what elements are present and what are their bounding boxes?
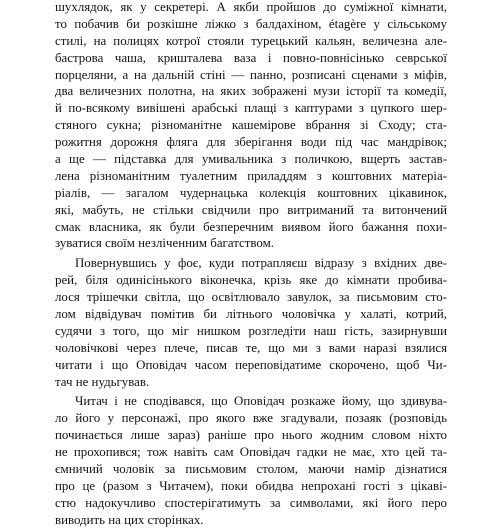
- paragraph-3: [55, 393, 447, 528]
- text-line: стю надокучливо спостерігатимуть за символами, які його перо: [55, 495, 447, 510]
- text-line: лом відвідувач помітив би літнього чоловічка у халаті, котрий,: [55, 307, 447, 322]
- text-line: ріалів, — загалом чудернацька колекція коштовних цікавинок,: [55, 185, 447, 200]
- text-line: ло його у персонажі, про якого вже згадували, позаяк (розповідь: [55, 411, 447, 426]
- text-line: ємничий чоловік за письмовим столом, маючи намір дізнатися: [55, 462, 447, 477]
- text-line: порцеляни, а на дальній стіні — панно, розписані сценами з міфів,: [55, 67, 447, 82]
- body-text: [55, 0, 447, 529]
- text-line: два величезних полотна, на яких зображені музи історії та комедії,: [55, 84, 447, 99]
- text-line: лена різноманітним туалетним приладдям з коштовних матеріа-: [55, 168, 447, 183]
- text-line: виводить на цих сторінках.: [55, 512, 204, 527]
- text-line: шухлядок, як у секретері. А якби пройшов до суміжної кімнати,: [55, 0, 447, 14]
- text-line: чоловічкові через плече, писав те, що ми з вами наразі взялися: [55, 340, 447, 355]
- text-line: рожитня дорожня фляга для зберігання води під час мандрівок;: [55, 135, 447, 150]
- paragraph-2: [55, 255, 447, 390]
- text-line: бастрова чаша, кришталева ваза і повно-повнісінько севрської: [55, 50, 447, 65]
- text-line: судячи з того, що міг нишком розгледіти наш гість, зазирнувши: [55, 323, 447, 338]
- text-line: не прохопився; тож навіть сам Оповідач гадки не має, хто цей та-: [55, 445, 447, 460]
- text-line: то побачив би розкішне ліжко з балдахіном, étagère у сільському: [55, 16, 447, 31]
- paragraph-1: [55, 0, 447, 252]
- text-line: й по-всякому вивішені арабські плащі з каптурами з цупкого шер-: [55, 101, 447, 116]
- text-line: стяного сукна; різноманітне кашемірове вбрання зі Сходу; ста-: [55, 118, 447, 133]
- text-line: стилі, на полицях котрої стояли турецький кальян, величезна але-: [55, 33, 447, 48]
- text-line: читати і що Оповідач часом переповідатиме скорочено, щоб Чи-: [55, 357, 447, 372]
- text-line: смак власника, як були безперечним виявом його бажання похи-: [55, 219, 447, 234]
- text-line: про це (разом з Читачем), поки обидва непрохані гості з цікаві-: [55, 478, 447, 493]
- text-line: починається лише зараз) раніше про нього жодним словом ніхто: [55, 428, 447, 443]
- text-line: тач не нудьгував.: [55, 374, 150, 389]
- text-line: Повернувшись у фоє, куди потрапляєш відразу з вхідних две-: [75, 256, 447, 271]
- text-line: а ще — підставка для умивальника з поличкою, вщерть застав-: [55, 152, 447, 167]
- text-line: рей, біля одинісінького віконечка, крізь яке до кімнати пробива-: [55, 273, 447, 288]
- text-line: Читач і не сподівався, що Оповідач розкаже йому, що здивува-: [75, 394, 447, 409]
- text-line: зуватися своїм незліченним багатством.: [55, 236, 274, 251]
- text-line: лося трішечки світла, що освітлювало завулок, за письмовим сто-: [55, 290, 447, 305]
- text-line: які, мабуть, не стільки свідчили про витриманий та витончений: [55, 202, 447, 217]
